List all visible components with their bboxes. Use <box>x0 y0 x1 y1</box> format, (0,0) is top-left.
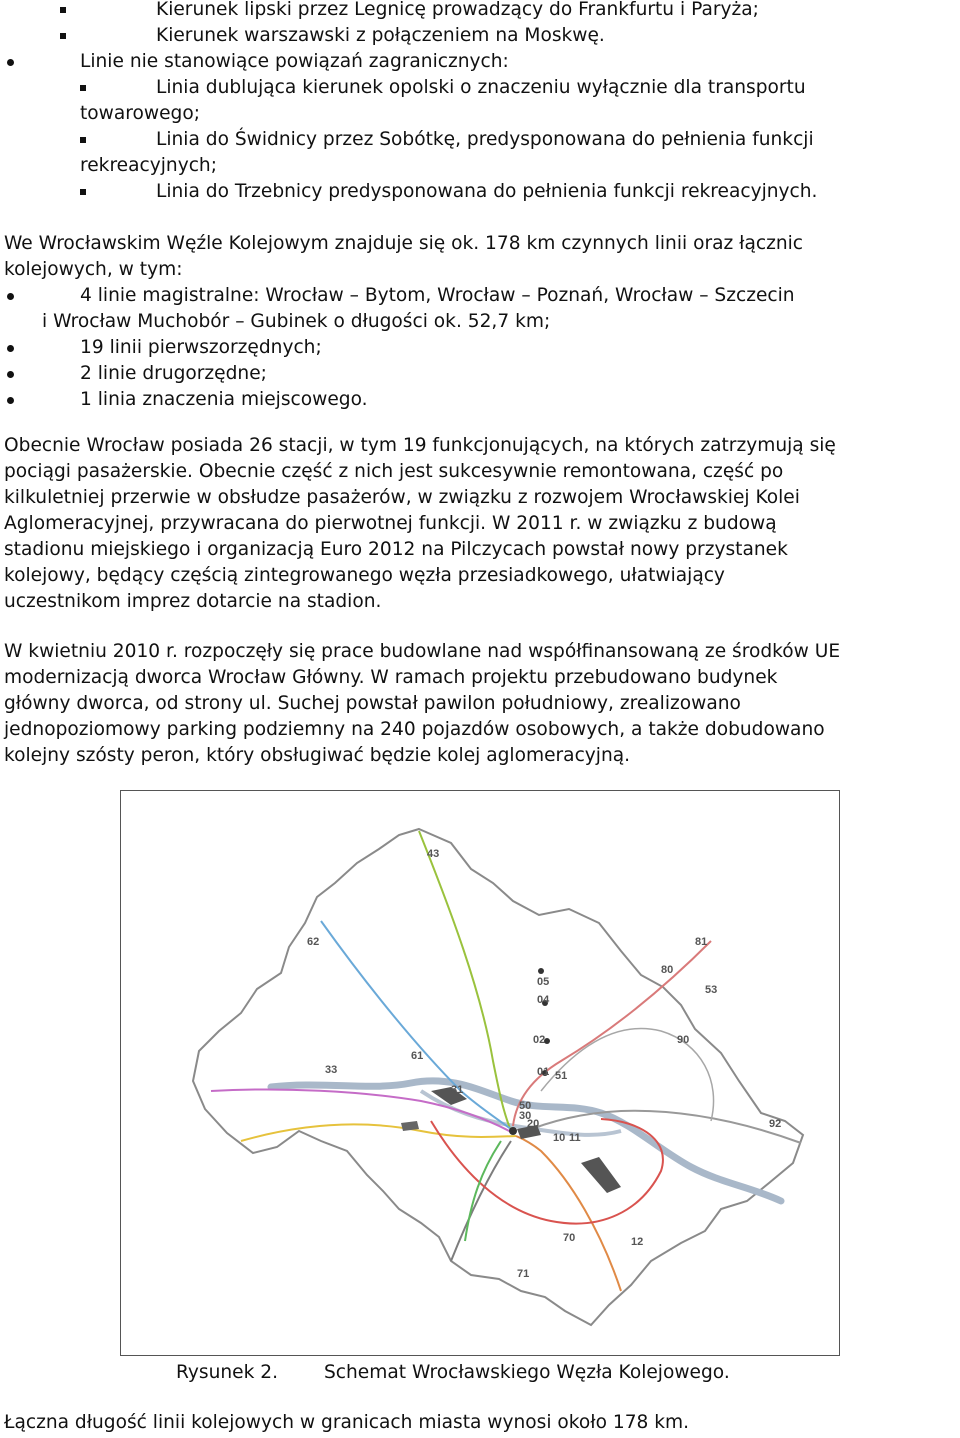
station-label: 53 <box>705 984 718 996</box>
bullet-icon <box>7 59 14 66</box>
station-label: 11 <box>569 1132 581 1144</box>
square-bullet-icon <box>80 85 86 91</box>
paragraph-line: Aglomeracyjnej, przywracana do pierwotnej funkcji. W 2011 r. w związku z budową <box>4 513 777 534</box>
paragraph-line: uczestnikom imprez dotarcie na stadion. <box>4 591 382 612</box>
map-svg <box>121 791 839 1355</box>
station-marker <box>538 968 544 974</box>
station-label: 10 <box>553 1132 566 1144</box>
square-bullet-icon <box>60 7 66 13</box>
figure-caption-label: Rysunek 2. <box>176 1362 279 1383</box>
list-item-continuation: rekreacyjnych; <box>80 155 217 176</box>
list-item: Linia do Świdnicy przez Sobótkę, predysponowana do pełnienia funkcji <box>156 129 814 150</box>
paragraph-line: główny dworca, od strony ul. Suchej powstał pawilon południowy, zrealizowano <box>4 693 741 714</box>
square-bullet-icon <box>80 189 86 195</box>
station-label: 30 <box>519 1110 532 1122</box>
station-label: 43 <box>427 848 440 860</box>
paragraph-line: modernizacją dworca Wrocław Główny. W ramach projektu przebudowano budynek <box>4 667 778 688</box>
square-bullet-icon <box>60 33 66 39</box>
bullet-icon <box>7 293 14 300</box>
station-label: 20 <box>527 1118 540 1130</box>
bullet-icon <box>7 397 14 404</box>
list-item: 4 linie magistralne: Wrocław – Bytom, Wrocław – Poznań, Wrocław – Szczecin <box>80 285 795 306</box>
paragraph-line: kolejowy, będący częścią zintegrowanego węzła przesiadkowego, ułatwiający <box>4 565 725 586</box>
paragraph-line: W kwietniu 2010 r. rozpoczęły się prace budowlane nad współfinansowaną ze środków UE <box>4 641 841 662</box>
station-platform <box>581 1157 621 1193</box>
bullet-icon <box>7 345 14 352</box>
station-label: 71 <box>517 1268 530 1280</box>
rail-line-bypass <box>431 1119 663 1224</box>
paragraph-line: stadionu miejskiego i organizacją Euro 2012 na Pilczycach powstał nowy przystanek <box>4 539 788 560</box>
station-label: 81 <box>695 936 708 948</box>
list-item: Linie nie stanowiące powiązań zagranicznych: <box>80 51 509 72</box>
paragraph-line: jednopoziomowy parking podziemny na 240 pojazdów osobowych, a także dobudowano <box>4 719 825 740</box>
paragraph-line: Obecnie Wrocław posiada 26 stacji, w tym 19 funkcjonujących, na których zatrzymują się <box>4 435 836 456</box>
station-label: 61 <box>411 1050 424 1062</box>
list-item-continuation: towarowego; <box>80 103 200 124</box>
list-item: Linia dublująca kierunek opolski o znaczeniu wyłącznie dla transportu <box>156 77 806 98</box>
list-item: 19 linii pierwszorzędnych; <box>80 337 322 358</box>
railway-node-map <box>120 790 840 1356</box>
station-label: 05 <box>537 976 550 988</box>
city-boundary <box>193 829 803 1325</box>
rail-line-southwest <box>241 1124 516 1141</box>
station-label: 92 <box>769 1118 782 1130</box>
station-label: 02 <box>533 1034 546 1046</box>
paragraph-line: kilkuletniej przerwie w obsłudze pasażerów, w związku z rozwojem Wrocławskiej Kolei <box>4 487 800 508</box>
rail-line-southeast <box>516 1136 621 1291</box>
station-label: 70 <box>563 1232 576 1244</box>
paragraph-line: pociągi pasażerskie. Obecnie część z nich jest sukcesywnie remontowana, część po <box>4 461 784 482</box>
station-label: 31 <box>451 1084 464 1096</box>
list-item: 1 linia znaczenia miejscowego. <box>80 389 368 410</box>
figure-caption-text: Schemat Wrocławskiego Węzła Kolejowego. <box>324 1362 730 1383</box>
list-item: Kierunek lipski przez Legnicę prowadzący do Frankfurtu i Paryża; <box>156 0 759 20</box>
paragraph-line: kolejowych, w tym: <box>4 259 183 280</box>
station-label: 51 <box>555 1070 568 1082</box>
list-item: 2 linie drugorzędne; <box>80 363 267 384</box>
station-label: 12 <box>631 1236 644 1248</box>
paragraph-line: kolejny szósty peron, który obsługiwać będzie kolej aglomeracyjną. <box>4 745 631 766</box>
station-label: 90 <box>677 1034 690 1046</box>
station-label: 50 <box>519 1100 532 1112</box>
station-label: 04 <box>537 994 550 1006</box>
station-label: 01 <box>537 1066 550 1078</box>
paragraph-line: We Wrocławskim Węźle Kolejowym znajduje się ok. 178 km czynnych linii oraz łącznic <box>4 233 804 254</box>
station-label: 33 <box>325 1064 338 1076</box>
station-label: 62 <box>307 936 320 948</box>
square-bullet-icon <box>80 137 86 143</box>
list-item-continuation: i Wrocław Muchobór – Gubinek o długości ok. 52,7 km; <box>42 311 551 332</box>
list-item: Linia do Trzebnicy predysponowana do pełnienia funkcji rekreacyjnych. <box>156 181 818 202</box>
bullet-icon <box>7 371 14 378</box>
station-marker <box>509 1127 517 1135</box>
station-label: 80 <box>661 964 674 976</box>
closing-sentence: Łączna długość linii kolejowych w granicach miasta wynosi około 178 km. <box>4 1412 690 1433</box>
list-item: Kierunek warszawski z połączeniem na Moskwę. <box>156 25 605 46</box>
